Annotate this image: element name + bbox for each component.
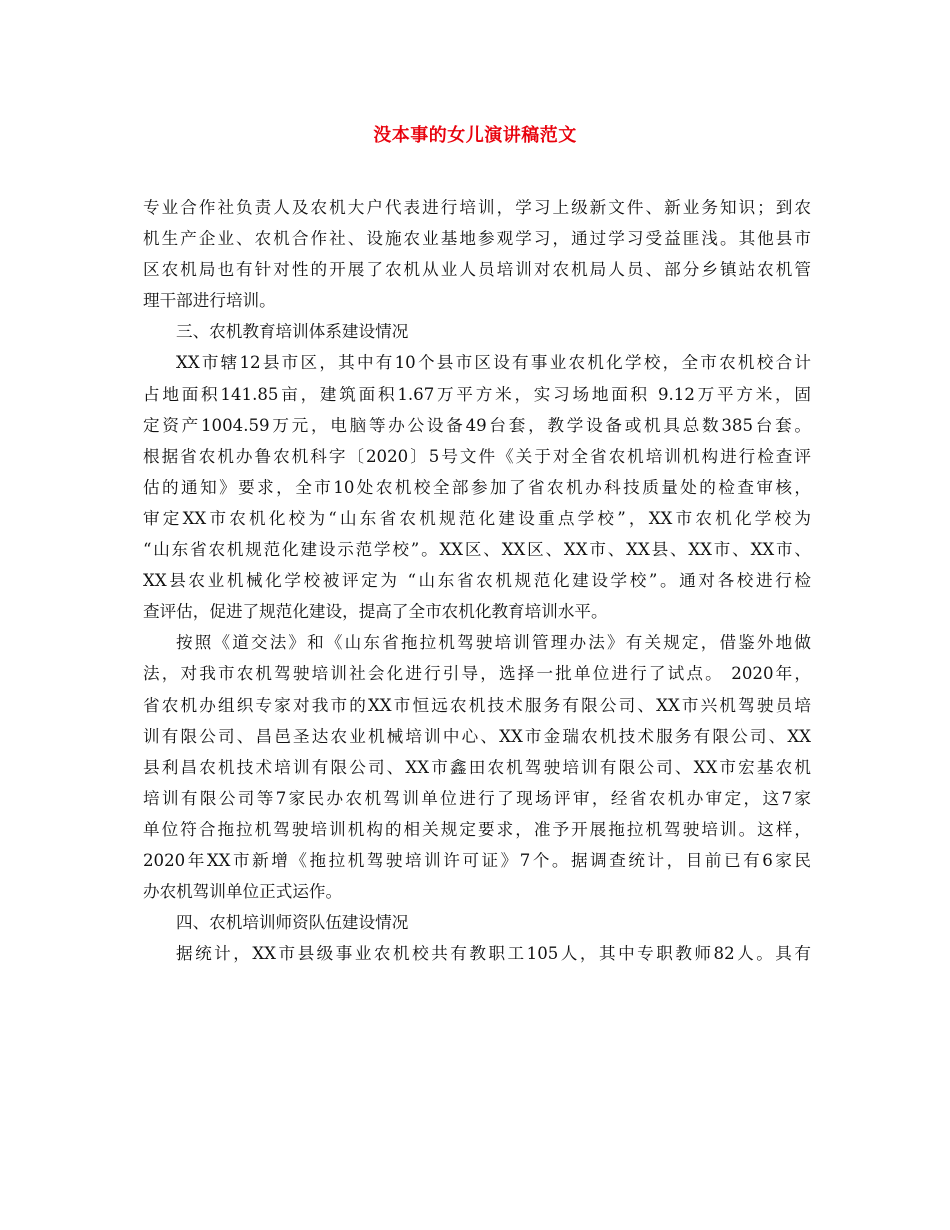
- text-line: “山东省农机规范化建设示范学校”。XX区、XX区、XX市、XX县、XX市、XX市、: [143, 540, 811, 560]
- text-line: 根据省农机办鲁农机科字〔2020〕5号文件《关于对全省农机培训机构进行检查评: [143, 446, 811, 466]
- text-line: 估的通知》要求，全市10处农机校全部参加了省农机办科技质量处的检查审核，: [143, 477, 811, 497]
- text-line: 2020年XX市新增《拖拉机驾驶培训许可证》7个。据调查统计，目前已有6家民: [143, 850, 811, 870]
- document-body: [143, 192, 811, 969]
- text-line: 机生产企业、农机合作社、设施农业基地参观学习，通过学习受益匪浅。其他县市: [143, 229, 811, 249]
- text-line: 三、农机教育培训体系建设情况: [176, 322, 409, 342]
- text-line: 训有限公司、昌邑圣达农业机械培训中心、XX市金瑞农机技术服务有限公司、XX: [143, 726, 811, 746]
- text-line: 理干部进行培训。: [143, 291, 276, 311]
- text-line: 专业合作社负责人及农机大户代表进行培训，学习上级新文件、新业务知识；到农: [143, 198, 811, 217]
- text-line: 县利昌农机技术培训有限公司、XX市鑫田农机驾驶培训有限公司、XX市宏基农机: [143, 757, 811, 777]
- text-line: 审定XX市农机化校为“山东省农机规范化建设重点学校”，XX市农机化学校为: [143, 508, 811, 528]
- text-line: XX县农业机械化学校被评定为 “山东省农机规范化建设学校”。通对各校进行检: [143, 571, 811, 591]
- document-title: 没本事的女儿演讲稿范文: [373, 125, 577, 146]
- text-line: 据统计，XX市县级事业农机校共有教职工105人，其中专职教师82人。具有: [176, 944, 811, 964]
- text-line: 按照《道交法》和《山东省拖拉机驾驶培训管理办法》有关规定，借鉴外地做: [176, 633, 811, 653]
- text-line: 定资产1004.59万元，电脑等办公设备49台套，教学设备或机具总数385台套。: [143, 415, 811, 435]
- text-line: 培训有限公司等7家民办农机驾训单位进行了现场评审，经省农机办审定，这7家: [143, 788, 811, 808]
- text-line: 区农机局也有针对性的开展了农机从业人员培训对农机局人员、部分乡镇站农机管: [143, 260, 811, 280]
- text-line: 省农机办组织专家对我市的XX市恒远农机技术服务有限公司、XX市兴机驾驶员培: [143, 695, 811, 715]
- text-line: 法，对我市农机驾驶培训社会化进行引导，选择一批单位进行了试点。 2020年，: [143, 664, 811, 684]
- text-line: 办农机驾训单位正式运作。: [143, 882, 343, 902]
- text-line: 查评估，促进了规范化建设，提高了全市农机化教育培训水平。: [143, 602, 608, 622]
- text-line: 单位符合拖拉机驾驶培训机构的相关规定要求，准予开展拖拉机驾驶培训。这样，: [143, 819, 811, 839]
- text-line: XX市辖12县市区，其中有10个县市区设有事业农机化学校，全市农机校合计: [176, 353, 811, 373]
- text-line: 四、农机培训师资队伍建设情况: [176, 913, 409, 933]
- text-line: 占地面积141.85亩，建筑面积1.67万平方米，实习场地面积 9.12万平方米，固: [143, 384, 811, 404]
